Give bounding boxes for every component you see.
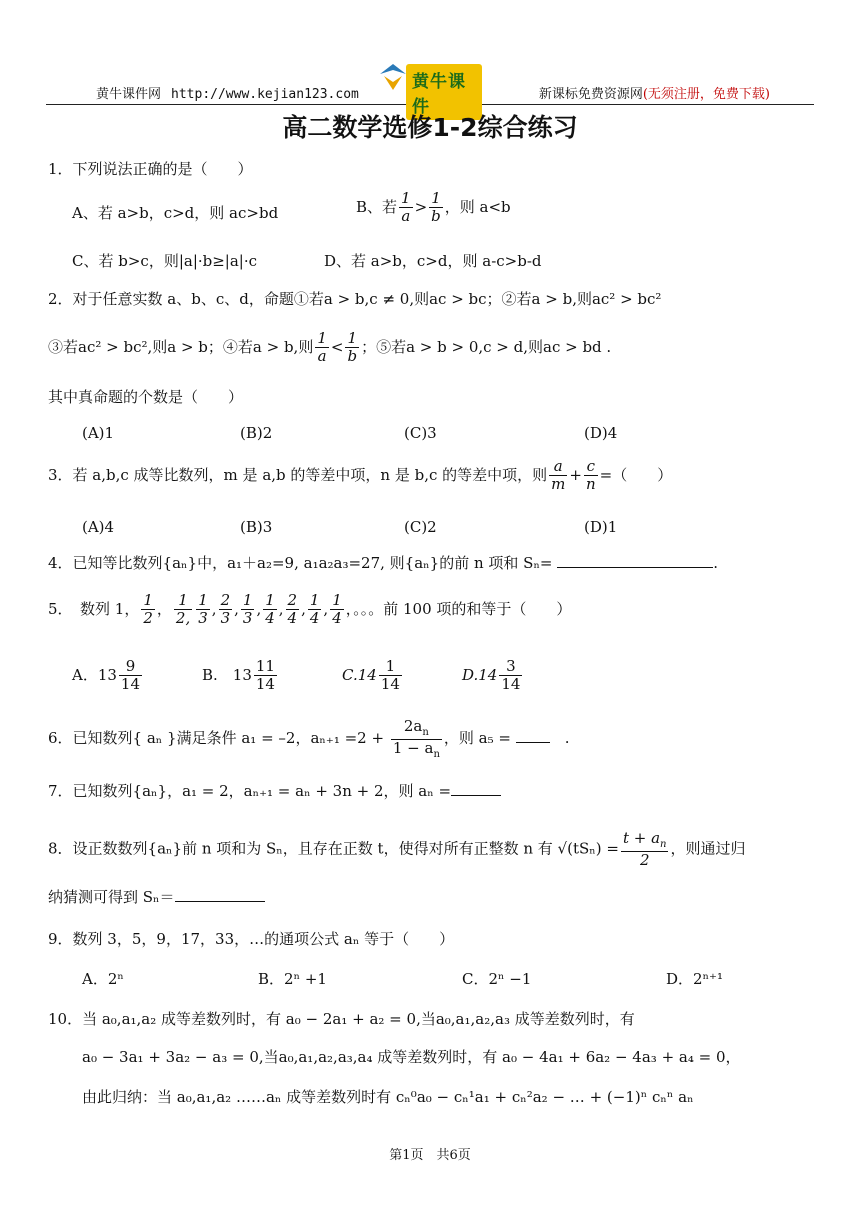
question-8-line-1: 8．设正数数列{aₙ}前 n 项和为 Sₙ，且存在正数 t，使得对所有正整数 n 有 √(tSₙ) = $\frac{t + a_n}{2}$ ，则通过归 [48, 829, 746, 869]
question-2-option-a: (A)1 [82, 424, 115, 442]
question-10-line-1: 10．当 a₀,a₁,a₂ 成等差数列时，有 a₀ − 2a₁ + a₂ = 0,当a₀,a₁,a₂,a₃ 成等差数列时，有 [48, 1010, 635, 1028]
question-1-option-d: D、若 a>b，c>d，则 a-c>b-d [324, 252, 542, 270]
answer-blank[interactable] [175, 901, 265, 902]
header-right-note: (无须注册，免费下载) [642, 87, 770, 102]
question-5-option-d: D.14 $\frac{3}{14}$ [462, 657, 521, 694]
question-3-option-c: (C)2 [404, 518, 437, 536]
question-5-option-b: B. 13 $\frac{11}{14}$ [202, 657, 275, 694]
site-name: 黄牛课件网 [96, 87, 162, 102]
question-2-option-c: (C)3 [404, 424, 437, 442]
answer-blank[interactable] [451, 795, 501, 796]
question-3-option-d: (D)1 [584, 518, 618, 536]
question-10-line-2: a₀ − 3a₁ + 3a₂ − a₃ = 0,当a₀,a₁,a₂,a₃,a₄ 成等差数列时，有 a₀ − 4a₁ + 6a₂ − 4a₃ + a₄ = 0， [82, 1048, 741, 1066]
header-right-text: 新课标免费资源网 [538, 87, 643, 102]
page-footer: 第1页 共6页 [389, 1148, 471, 1163]
answer-blank[interactable] [516, 742, 550, 743]
question-5-option-c: C.14 $\frac{1}{14}$ [342, 657, 400, 694]
question-5-stem: 5． 数列 1， $\frac{1}{2}$ ， $\frac{1}{2,}$ $\frac{1}{3}$ , $\frac{2}{3}$ , $\frac{1}{3}$ , $\frac{1}{4}$ , $\frac{2}{4}$ , $\frac{1}{4}$ , $\frac{1}{4}$ ，。。。前 100 项的和等于（ ） [48, 591, 572, 628]
question-9-stem: 9．数列 3，5，9，17，33，…的通项公式 aₙ 等于（ ） [48, 930, 455, 948]
page-title: 高二数学选修1-2综合练习 [282, 113, 578, 142]
question-2-option-b: (B)2 [240, 424, 273, 442]
question-8-line-2: 纳猜测可得到 Sₙ＝ [48, 888, 265, 906]
question-10-line-3: 由此归纳：当 a₀,a₁,a₂ ……aₙ 成等差数列时有 cₙ⁰a₀ − cₙ¹a₁ + cₙ²a₂ − … + (−1)ⁿ cₙⁿ aₙ [82, 1088, 694, 1106]
question-2-option-d: (D)4 [584, 424, 618, 442]
site-logo [376, 58, 482, 117]
question-9-option-d: D．2ⁿ⁺¹ [666, 970, 723, 988]
question-2-line-3: 其中真命题的个数是（ ） [48, 388, 244, 406]
question-4: 4．已知等比数列{aₙ}中，a₁＋a₂=9, a₁a₂a₃=27, 则{aₙ}的前 n 项和 Sₙ= . [48, 554, 719, 572]
question-1-option-c: C、若 b>c，则|a|·b≥|a|·c [72, 252, 258, 270]
question-5-option-a: A．13 $\frac{9}{14}$ [72, 657, 141, 694]
header-left [96, 83, 359, 102]
question-9-option-c: C．2ⁿ −1 [462, 970, 532, 988]
logo-icon [376, 60, 410, 94]
question-3-option-b: (B)3 [240, 518, 273, 536]
question-6: 6．已知数列{ aₙ }满足条件 a₁ = –2，aₙ₊₁ =2 + $\frac{2a_n}{1 - a_n}$ ，则 a₅ = . [48, 717, 570, 760]
question-3-stem: 3．若 a,b,c 成等比数列，m 是 a,b 的等差中项，n 是 b,c 的等差中项，则 $\frac{a}{m}$ + $\frac{c}{n}$ =（ ） [48, 457, 673, 494]
question-2-line-1: 2．对于任意实数 a、b、c、d，命题①若a > b,c ≠ 0,则ac > bc；②若a > b,则ac² > bc² [48, 290, 662, 308]
site-url[interactable]: http://www.kejian123.com [171, 87, 359, 102]
question-1-stem: 1．下列说法正确的是（ ） [48, 160, 253, 178]
question-9-option-a: A．2ⁿ [82, 970, 124, 988]
question-1-option-a: A、若 a>b，c>d，则 ac>bd [72, 204, 279, 222]
question-1-option-b: B、若 $\frac{1}{a}$ > $\frac{1}{b}$ ，则 a<b [356, 189, 511, 226]
question-9-option-b: B．2ⁿ +1 [258, 970, 327, 988]
header-right [539, 83, 770, 102]
question-3-option-a: (A)4 [82, 518, 115, 536]
logo-text: 黄牛课件 [406, 64, 482, 120]
question-7: 7．已知数列{aₙ}，a₁ = 2，aₙ₊₁ = aₙ + 3n + 2，则 aₙ = [48, 782, 501, 800]
answer-blank[interactable] [557, 567, 713, 568]
question-2-line-2: ③若ac² > bc²,则a > b；④若a > b,则 $\frac{1}{a}$ < $\frac{1}{b}$ ；⑤若a > b > 0,c > d,则ac > bd . [48, 329, 612, 366]
